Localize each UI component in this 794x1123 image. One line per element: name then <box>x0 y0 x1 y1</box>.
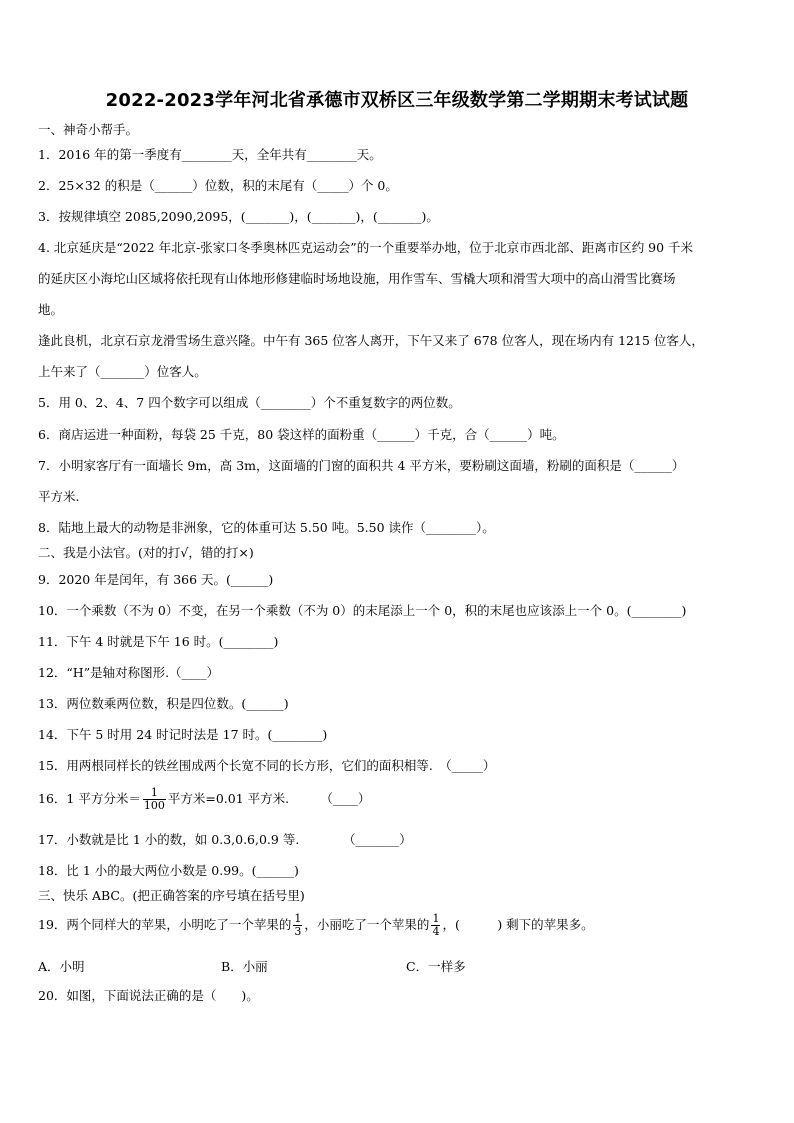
fraction-1-100 <box>143 787 166 812</box>
question-19-middle: ，小丽吃了一个苹果的 <box>304 917 430 932</box>
question-15: 15．用两根同样长的铁丝围成两个长宽不同的长方形，它们的面积相等. （_____） <box>38 758 496 773</box>
question-20: 20．如图，下面说法正确的是（ )。 <box>38 988 259 1003</box>
fraction-numerator: 1 <box>432 912 440 925</box>
fraction-denominator: 100 <box>143 799 165 812</box>
section-1-heading: 一、神奇小帮手。 <box>38 122 139 137</box>
fraction-denominator: 4 <box>432 925 440 938</box>
fraction-one-third <box>293 913 302 938</box>
option-a: A．小明 <box>38 959 85 974</box>
fraction-numerator: 1 <box>143 787 166 800</box>
question-16 <box>38 787 370 812</box>
page-title: 2022-2023学年河北省承德市双桥区三年级数学第二学期期末考试试题 <box>105 90 689 111</box>
question-2: 2．25×32 的积是（______）位数，积的末尾有（_____）个 0。 <box>38 178 398 193</box>
question-10: 10．一个乘数（不为 0）不变，在另一个乘数（不为 0）的末尾添上一个 0，积的末尾也应该添上一个 0。(________) <box>38 603 687 618</box>
question-8: 8．陆地上最大的动物是非洲象，它的体重可达 5.50 吨。5.50 读作（________）。 <box>38 520 495 535</box>
fraction-denominator: 3 <box>294 925 302 938</box>
option-b: B．小丽 <box>221 959 268 974</box>
question-4-line-3: 地。 <box>38 302 64 317</box>
question-3: 3．按规律填空 2085,2090,2095，(_______)，(_______)，(_______)。 <box>38 209 439 224</box>
question-4-line-2: 的延庆区小海坨山区域将依托现有山体地形修建临时场地设施，用作雪车、雪橇大项和滑雪大项中的高山滑雪比赛场 <box>38 271 676 286</box>
question-7-line-1: 7．小明家客厅有一面墙长 9m，高 3m，这面墙的门窗的面积共 4 平方米，要粉刷这面墙，粉刷的面积是（______） <box>38 458 685 473</box>
fraction-numerator: 1 <box>294 912 302 925</box>
question-16-prefix: 16．1 平方分米＝ <box>38 791 141 806</box>
section-2-heading: 二、我是小法官。(对的打√，错的打×) <box>38 545 254 560</box>
question-7-line-2: 平方米. <box>38 489 80 504</box>
option-c: C．一样多 <box>406 959 466 974</box>
question-9: 9．2020 年是闰年，有 366 天。(______) <box>38 572 274 587</box>
question-19 <box>38 913 594 938</box>
question-4-line-1: 4. 北京延庆是“2022 年北京-张家口冬季奥林匹克运动会”的一个重要举办地，位于北京市西北部、距离市区约 90 千米 <box>38 240 694 255</box>
question-5: 5．用 0、2、4、7 四个数字可以组成（________）个不重复数字的两位数。 <box>38 395 461 410</box>
fraction-one-quarter <box>431 913 440 938</box>
question-4-line-4: 逢此良机，北京石京龙滑雪场生意兴隆。中午有 365 位客人离开，下午又来了 678 位客人，现在场内有 1215 位客人， <box>38 333 704 348</box>
question-4-line-5: 上午来了（_______）位客人。 <box>38 364 207 379</box>
question-18: 18．比 1 小的最大两位小数是 0.99。(______) <box>38 863 299 878</box>
section-3-heading: 三、快乐 ABC。(把正确答案的序号填在括号里) <box>38 888 305 903</box>
question-13: 13．两位数乘两位数，积是四位数。(______) <box>38 696 289 711</box>
question-12: 12．“H”是轴对称图形.（____） <box>38 665 220 680</box>
question-19-prefix: 19．两个同样大的苹果，小明吃了一个苹果的 <box>38 917 292 932</box>
question-14: 14．下午 5 时用 24 时记时法是 17 时。(________) <box>38 727 328 742</box>
question-1: 1．2016 年的第一季度有________天，全年共有________天。 <box>38 147 382 162</box>
question-17: 17．小数就是比 1 小的数，如 0.3,0.6,0.9 等. （_______） <box>38 832 412 847</box>
question-6: 6．商店运进一种面粉，每袋 25 千克，80 袋这样的面粉重（______）千克，合（______）吨。 <box>38 427 565 442</box>
question-19-suffix: ，( ) 剩下的苹果多。 <box>442 917 594 932</box>
question-11: 11．下午 4 时就是下午 16 时。(________) <box>38 634 279 649</box>
question-16-suffix: 平方米=0.01 平方米. （____） <box>167 791 371 806</box>
